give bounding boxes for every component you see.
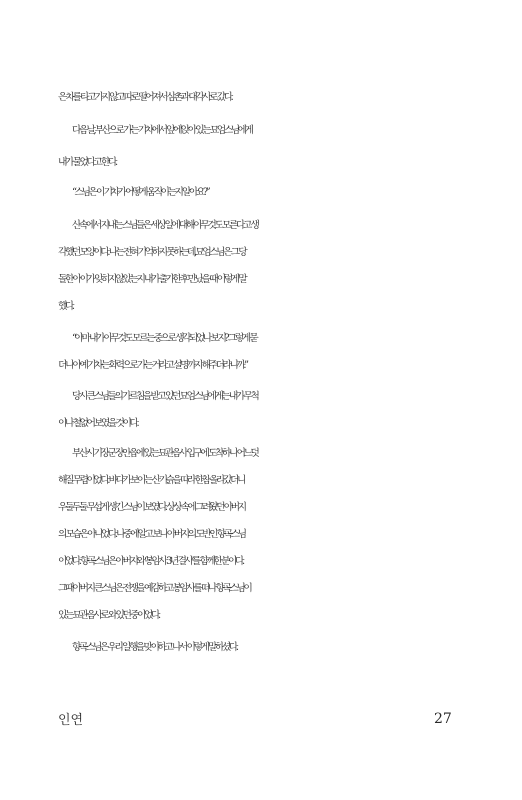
body-line: 이었다. 향곡스님은 아버지와 ‘봉암사 3년 결사’를 함께한 분이다.	[58, 556, 243, 567]
body-line: 더니 아예 기차는 화력으로 가는 거라고 설명까지 해주더라니까.”	[58, 360, 247, 371]
running-footer-title: 인연	[58, 713, 84, 728]
body-line: 부산시 기장군 장안읍에 있는 묘관음사 입구에 도착하니 어느덧	[72, 448, 258, 459]
body-line: 의 모습은 아니었다. 나중에 알고 보니 아버지의 도반인 향곡스님	[58, 529, 245, 540]
body-line: 했다.	[58, 301, 73, 312]
body-line: 그때 아버지 큰스님은 전쟁을 예감하고 봉암사를 떠나 향곡스님이	[58, 583, 251, 594]
body-line: 다음 날, 부산으로 가는 기차에서 앞에 앉아 있는 묘엄스님에게	[72, 125, 252, 136]
body-line: 당시 큰스님들의 가르침을 받고 있던 묘엄스님에게는 내가 무척	[72, 391, 258, 402]
body-line: “아마 내가 아무것도 모르는 중으로 생각되었나 보지? 그렇게 묻	[72, 333, 257, 344]
body-line: 향곡스님은 우리 일행을 맞이하고 나서 이렇게 말하셨다.	[72, 642, 237, 653]
body-line: 내가 물었다고 한다.	[58, 157, 116, 168]
body-line: 은 차를 타고 가지 않고 따로 떨어져서 삼촌과 대각사로 갔다.	[58, 92, 232, 103]
body-line: 돌한 아이가 잊히지 않았는지 내가 출가한 후 만났을 때 이렇게 말	[58, 274, 246, 285]
body-line: 해질 무렵이었다. 바다가 보이는 산기슭을 따라 한참 올라갔더니	[58, 475, 244, 486]
page-number: 27	[434, 711, 452, 727]
body-line: 있는 묘관음사로 와 있던 중이었다.	[58, 610, 159, 621]
body-line: 우둘두둘 무섭게 생긴 스님이 보였다. 상상 속에 그려왔던 아버지	[58, 502, 245, 513]
body-line: “스님은 이 기차가 어떻게 움직이는지 알아요?”	[72, 187, 209, 198]
body-line: 각했던 모양이다. 나는 전혀 기억하지 못하는데, 묘엄스님은 그 당	[58, 247, 246, 258]
body-line: 산속에서 지내는 스님들은 세상일에 대해 아무것도 모른다고 생	[72, 220, 258, 231]
body-line: 이나 철없어 보였을 것이다.	[58, 418, 138, 429]
